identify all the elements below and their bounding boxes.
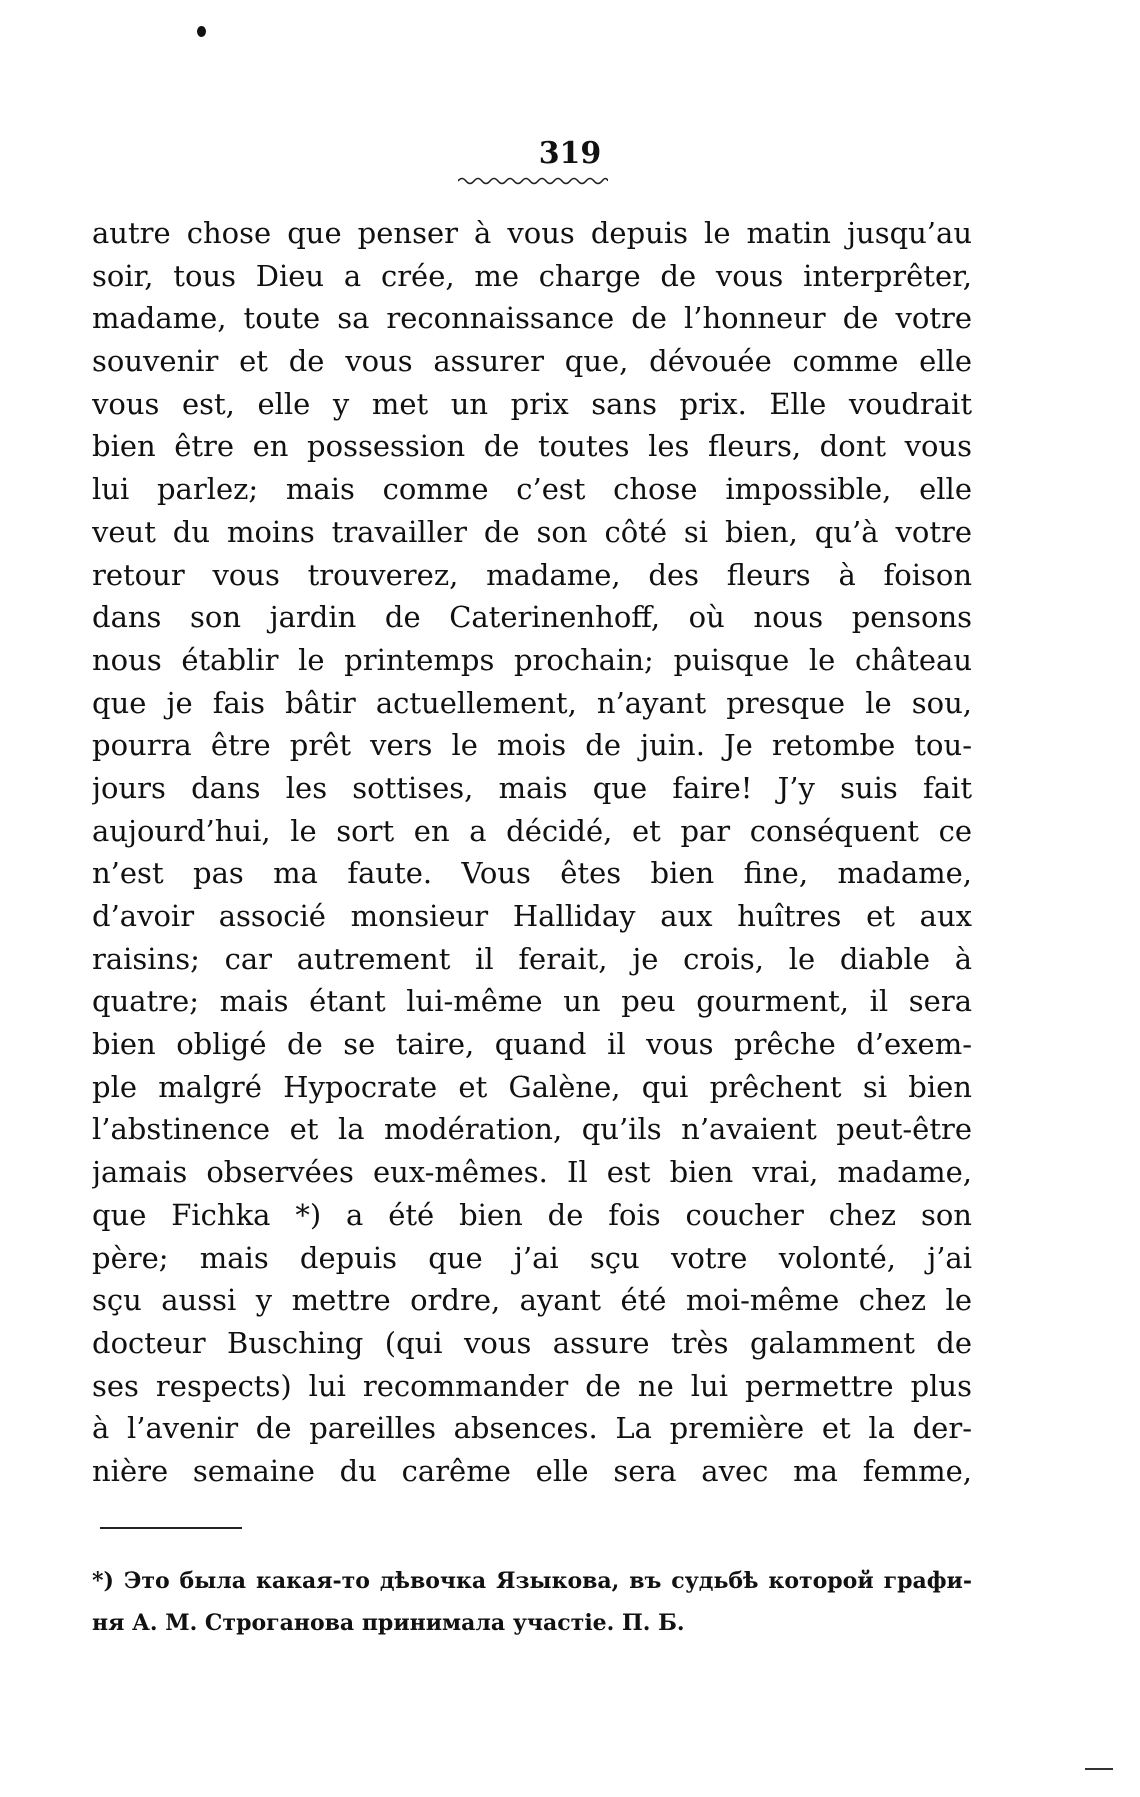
text-line: que Fichka *) a été bien de fois coucher chez son — [92, 1197, 972, 1232]
text-line: aujourd’hui, le sort en a décidé, et par conséquent ce — [92, 813, 972, 848]
text-line: madame, toute sa reconnaissance de l’honneur de votre — [92, 301, 972, 336]
text-line: sçu aussi y mettre ordre, ayant été moi-même chez le — [92, 1283, 972, 1318]
text-line: dans son jardin de Caterinenhoff, où nous pensons — [92, 600, 972, 635]
text-line: d’avoir associé monsieur Halliday aux huîtres et aux — [92, 899, 972, 933]
text-line: quatre; mais étant lui-même un peu gourment, il sera — [92, 984, 972, 1019]
text-line: pourra être prêt vers le mois de juin. Je retombe tou- — [92, 728, 972, 763]
text-line: lui parlez; mais comme c’est chose impossible, elle — [92, 472, 972, 507]
page-number: 319 — [538, 136, 602, 171]
body-text — [92, 212, 972, 1493]
page-speck — [197, 26, 206, 37]
text-line: soir, tous Dieu a crée, me charge de vous interprêter, — [92, 258, 972, 293]
text-line: vous est, elle y met un prix sans prix. Elle voudrait — [92, 386, 972, 421]
footnote-line: ня А. М. Строганова принимала участіе. П. Б. — [92, 1610, 685, 1636]
text-line: que je fais bâtir actuellement, n’ayant presque le sou, — [92, 685, 972, 720]
text-line: l’abstinence et la modération, qu’ils n’avaient peut-être — [92, 1112, 972, 1147]
text-line: jours dans les sottises, mais que faire! J’y suis fait — [92, 770, 972, 805]
footnote — [92, 1560, 972, 1644]
text-line: docteur Busching (qui vous assure très galamment de — [92, 1325, 972, 1360]
text-line: ple malgré Hypocrate et Galène, qui prêchent si bien — [92, 1069, 972, 1104]
text-line: nière semaine du carême elle sera avec ma femme, — [92, 1453, 972, 1488]
text-line: à l’avenir de pareilles absences. La première et la der- — [92, 1411, 972, 1446]
text-line: raisins; car autrement il ferait, je crois, le diable à — [92, 941, 972, 976]
text-line: autre chose que penser à vous depuis le matin jusqu’au — [92, 216, 972, 250]
text-line: bien être en possession de toutes les fleurs, dont vous — [92, 429, 972, 464]
footnote-line: *) Это была какая-то дѣвочка Языкова, въ судьбѣ которой графи- — [92, 1568, 972, 1594]
text-line: retour vous trouverez, madame, des fleurs à foison — [92, 557, 972, 592]
text-line: jamais observées eux-mêmes. Il est bien vrai, madame, — [92, 1155, 972, 1190]
text-line: veut du moins travailler de son côté si bien, qu’à votre — [92, 514, 972, 549]
text-line: bien obligé de se taire, quand il vous prêche d’exem- — [92, 1027, 972, 1062]
page-mark — [1085, 1768, 1113, 1770]
text-line: père; mais depuis que j’ai sçu votre volonté, j’ai — [92, 1240, 972, 1275]
wavy-ornament — [458, 176, 608, 186]
text-line: ses respects) lui recommander de ne lui permettre plus — [92, 1368, 972, 1403]
footnote-divider — [100, 1527, 242, 1529]
text-line: n’est pas ma faute. Vous êtes bien fine, madame, — [92, 856, 972, 891]
text-line: souvenir et de vous assurer que, dévouée comme elle — [92, 344, 972, 379]
text-line: nous établir le printemps prochain; puisque le château — [92, 642, 972, 677]
